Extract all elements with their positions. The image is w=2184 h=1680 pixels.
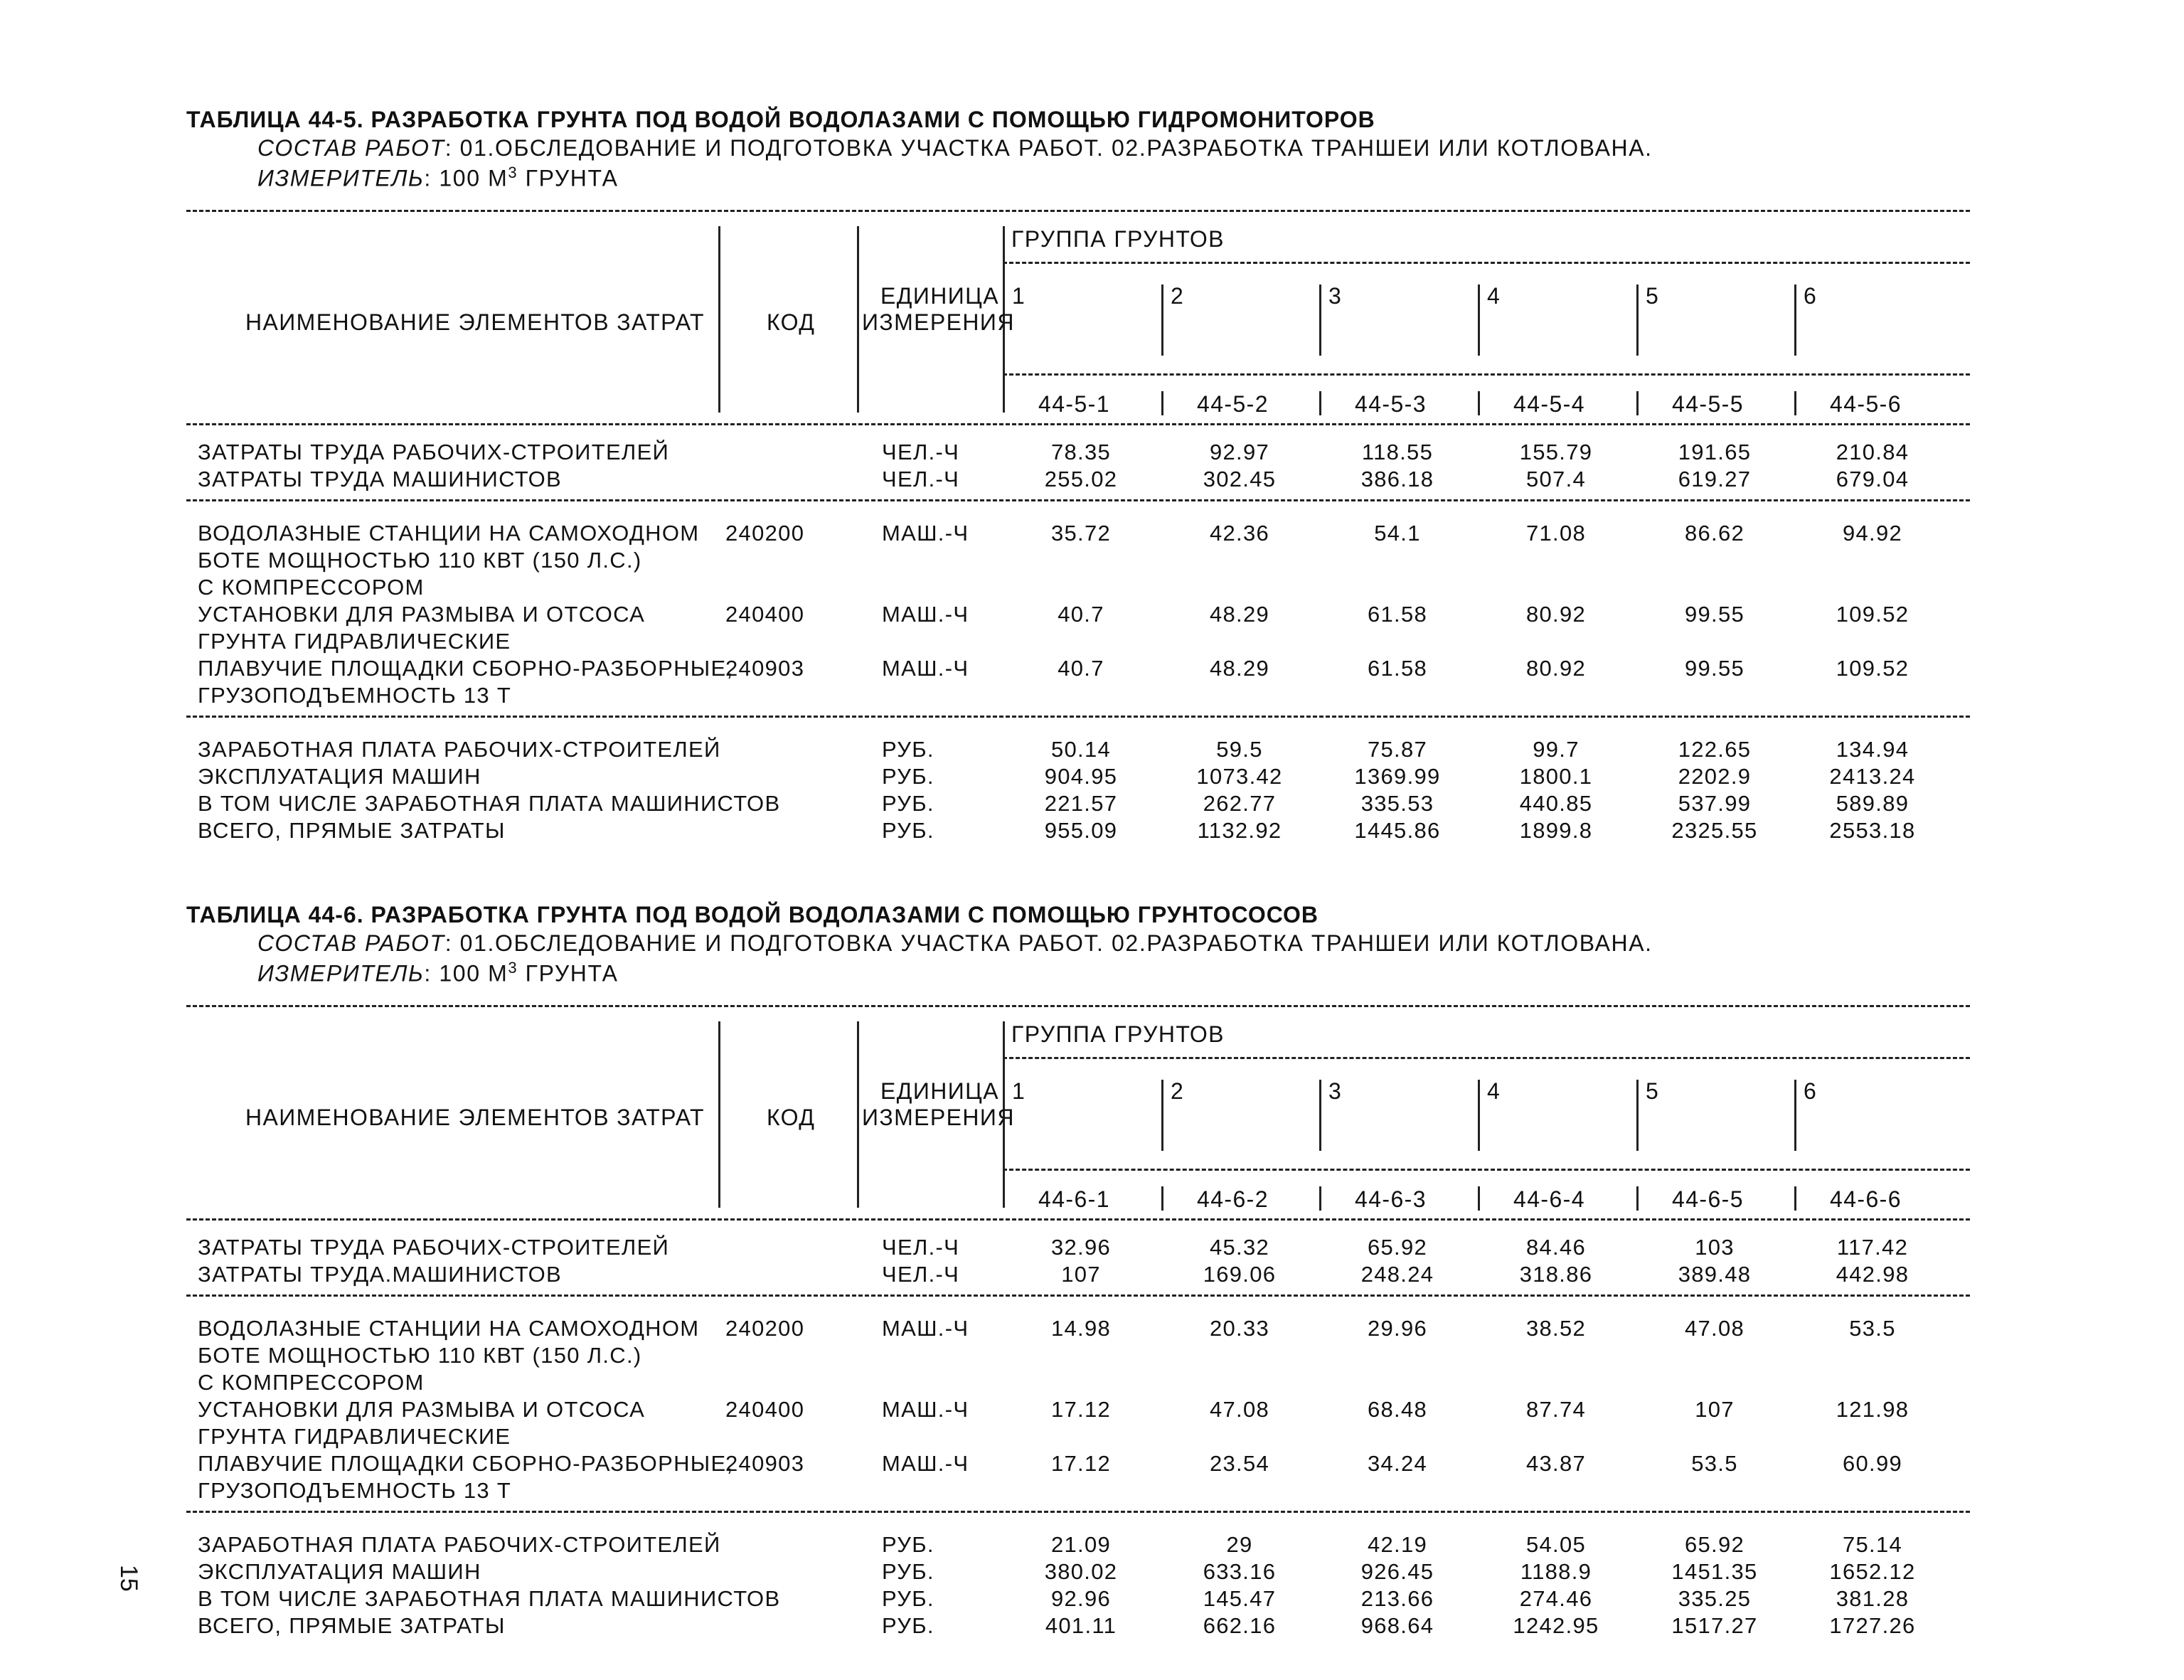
table-row xyxy=(0,440,2184,468)
group-divider xyxy=(1794,1080,1796,1151)
group-number: 5 xyxy=(1646,283,1660,309)
group-divider xyxy=(1636,1080,1639,1151)
row-value: 221.57 xyxy=(1044,791,1118,816)
row-value: 99.55 xyxy=(1684,656,1745,681)
section-rule xyxy=(186,499,1970,501)
group-number: 6 xyxy=(1804,283,1818,309)
code-divider xyxy=(1478,391,1480,415)
norm-code: 44-5-6 xyxy=(1830,391,1902,417)
row-name: ГРУНТА ГИДРАВЛИЧЕСКИЕ xyxy=(198,629,511,654)
measure-label: ИЗМЕРИТЕЛЬ xyxy=(257,960,425,987)
header-top-rule xyxy=(186,1005,1970,1007)
group-divider xyxy=(1478,285,1480,356)
row-value: 17.12 xyxy=(1050,1397,1112,1422)
row-value: 1132.92 xyxy=(1197,818,1282,843)
group-divider xyxy=(1636,285,1639,356)
row-value: 43.87 xyxy=(1525,1451,1587,1476)
table-row xyxy=(0,629,2184,657)
measure-suffix: ГРУНТА xyxy=(518,960,619,987)
norm-code: 44-6-4 xyxy=(1513,1186,1585,1212)
row-value: 23.54 xyxy=(1209,1451,1270,1476)
row-name: БОТЕ МОЩНОСТЬЮ 110 КВТ (150 Л.С.) xyxy=(198,1343,642,1368)
group-number: 4 xyxy=(1487,283,1501,309)
row-value: 40.7 xyxy=(1058,656,1104,681)
header-divider xyxy=(857,226,859,413)
row-value: 318.86 xyxy=(1519,1262,1593,1287)
table-row xyxy=(0,1262,2184,1290)
row-unit: ЧЕЛ.-Ч xyxy=(882,440,960,464)
row-code: 240200 xyxy=(725,521,805,546)
row-value: 61.58 xyxy=(1367,656,1428,681)
table-row xyxy=(0,656,2184,684)
row-unit: РУБ. xyxy=(882,1559,934,1584)
group-number: 3 xyxy=(1328,1078,1343,1104)
row-name: ЗАТРАТЫ ТРУДА.МАШИНИСТОВ xyxy=(198,1262,563,1287)
table-row xyxy=(0,575,2184,603)
row-value: 1188.9 xyxy=(1520,1559,1592,1584)
group-divider xyxy=(1319,285,1321,356)
header-unit-line2: ИЗМЕРЕНИЯ xyxy=(862,1105,1015,1130)
row-unit: МАШ.-Ч xyxy=(882,1397,969,1422)
composition-text: : 01.ОБСЛЕДОВАНИЕ И ПОДГОТОВКА УЧАСТКА РАБОТ. 02.РАЗРАБОТКА ТРАНШЕИ ИЛИ КОТЛОВАНА. xyxy=(444,930,1653,956)
code-divider xyxy=(1478,1186,1480,1211)
page-number: 15 xyxy=(115,1565,142,1592)
codes-rule xyxy=(1003,373,1970,376)
row-name: ЗАРАБОТНАЯ ПЛАТА РАБОЧИХ-СТРОИТЕЛЕЙ xyxy=(198,737,721,762)
composition-label: СОСТАВ РАБОТ xyxy=(257,135,445,161)
header-group: ГРУППА ГРУНТОВ xyxy=(1011,226,1225,252)
group-number: 3 xyxy=(1328,283,1343,309)
section-rule xyxy=(186,1294,1970,1297)
code-divider xyxy=(1319,1186,1321,1211)
row-value: 155.79 xyxy=(1519,440,1593,464)
table-row xyxy=(0,1343,2184,1371)
row-name: ВОДОЛАЗНЫЕ СТАНЦИИ НА САМОХОДНОМ xyxy=(198,1316,700,1341)
group-number: 2 xyxy=(1171,1078,1185,1104)
measure-exponent: 3 xyxy=(508,164,518,181)
row-value: 60.99 xyxy=(1842,1451,1903,1476)
row-unit: МАШ.-Ч xyxy=(882,521,969,546)
row-value: 255.02 xyxy=(1044,467,1118,491)
row-value: 955.09 xyxy=(1044,818,1118,843)
row-name: В ТОМ ЧИСЛЕ ЗАРАБОТНАЯ ПЛАТА МАШИНИСТОВ xyxy=(198,791,781,816)
row-value: 117.42 xyxy=(1836,1235,1909,1260)
row-value: 389.48 xyxy=(1678,1262,1752,1287)
row-unit: МАШ.-Ч xyxy=(882,602,969,627)
code-divider xyxy=(1161,391,1163,415)
row-code: 240200 xyxy=(725,1316,805,1341)
table-row xyxy=(0,1316,2184,1344)
header-name: НАИМЕНОВАНИЕ ЭЛЕМЕНТОВ ЗАТРАТ xyxy=(245,1105,705,1130)
row-value: 274.46 xyxy=(1519,1586,1593,1611)
group-rule xyxy=(1003,1057,1970,1059)
row-value: 87.74 xyxy=(1525,1397,1587,1422)
row-value: 440.85 xyxy=(1519,791,1593,816)
measure-line xyxy=(257,164,619,192)
row-value: 904.95 xyxy=(1044,764,1118,789)
row-value: 2202.9 xyxy=(1678,764,1752,789)
row-unit: ЧЕЛ.-Ч xyxy=(882,1235,960,1260)
row-name: ЗАТРАТЫ ТРУДА РАБОЧИХ-СТРОИТЕЛЕЙ xyxy=(198,440,670,464)
row-value: 65.92 xyxy=(1367,1235,1428,1260)
row-unit: РУБ. xyxy=(882,737,934,762)
row-value: 381.28 xyxy=(1836,1586,1909,1611)
row-value: 29.96 xyxy=(1367,1316,1428,1341)
row-value: 78.35 xyxy=(1050,440,1112,464)
row-value: 32.96 xyxy=(1050,1235,1112,1260)
row-value: 68.48 xyxy=(1367,1397,1428,1422)
row-value: 633.16 xyxy=(1203,1559,1277,1584)
row-name: ВСЕГО, ПРЯМЫЕ ЗАТРАТЫ xyxy=(198,818,506,843)
row-unit: РУБ. xyxy=(882,1586,934,1611)
row-value: 61.58 xyxy=(1367,602,1428,627)
composition-label: СОСТАВ РАБОТ xyxy=(257,930,445,956)
row-name: ЗАТРАТЫ ТРУДА МАШИНИСТОВ xyxy=(198,467,563,491)
row-value: 40.7 xyxy=(1058,602,1104,627)
code-divider xyxy=(1794,1186,1796,1211)
row-unit: МАШ.-Ч xyxy=(882,656,969,681)
table-title: ТАБЛИЦА 44-5. РАЗРАБОТКА ГРУНТА ПОД ВОДОЙ ВОДОЛАЗАМИ С ПОМОЩЬЮ ГИДРОМОНИТОРОВ xyxy=(186,107,1375,132)
row-value: 145.47 xyxy=(1203,1586,1277,1611)
row-value: 1652.12 xyxy=(1829,1559,1916,1584)
group-number: 5 xyxy=(1646,1078,1660,1104)
measure-label: ИЗМЕРИТЕЛЬ xyxy=(257,165,425,191)
table-row xyxy=(0,1451,2184,1479)
table-row xyxy=(0,548,2184,576)
row-value: 619.27 xyxy=(1678,467,1752,491)
table-row xyxy=(0,683,2184,711)
row-value: 107 xyxy=(1695,1397,1735,1422)
table-row xyxy=(0,1397,2184,1425)
row-value: 99.7 xyxy=(1533,737,1580,762)
row-value: 1800.1 xyxy=(1519,764,1593,789)
row-unit: РУБ. xyxy=(882,1532,934,1557)
measure-suffix: ГРУНТА xyxy=(518,165,619,191)
composition-text: : 01.ОБСЛЕДОВАНИЕ И ПОДГОТОВКА УЧАСТКА РАБОТ. 02.РАЗРАБОТКА ТРАНШЕИ ИЛИ КОТЛОВАНА. xyxy=(444,135,1653,161)
group-divider xyxy=(1161,285,1163,356)
row-name: БОТЕ МОЩНОСТЬЮ 110 КВТ (150 Л.С.) xyxy=(198,548,642,573)
row-value: 47.08 xyxy=(1209,1397,1270,1422)
row-value: 42.19 xyxy=(1367,1532,1428,1557)
row-unit: ЧЕЛ.-Ч xyxy=(882,1262,960,1287)
norm-code: 44-6-5 xyxy=(1672,1186,1744,1212)
row-code: 240903 xyxy=(725,1451,805,1476)
header-code: КОД xyxy=(767,1105,816,1130)
table-row xyxy=(0,818,2184,846)
row-code: 240400 xyxy=(725,602,805,627)
group-number: 2 xyxy=(1171,283,1185,309)
row-name: УСТАНОВКИ ДЛЯ РАЗМЫВА И ОТСОСА xyxy=(198,1397,646,1422)
row-value: 118.55 xyxy=(1361,440,1434,464)
row-value: 84.46 xyxy=(1525,1235,1587,1260)
row-value: 589.89 xyxy=(1836,791,1909,816)
row-value: 54.1 xyxy=(1374,521,1421,546)
row-value: 14.98 xyxy=(1050,1316,1112,1341)
composition-line xyxy=(257,930,1653,957)
row-value: 1451.35 xyxy=(1671,1559,1758,1584)
header-bottom-rule xyxy=(186,1218,1970,1221)
row-value: 169.06 xyxy=(1203,1262,1277,1287)
row-code: 240903 xyxy=(725,656,805,681)
row-value: 29 xyxy=(1226,1532,1253,1557)
row-value: 2553.18 xyxy=(1829,818,1916,843)
measure-prefix: : 100 М xyxy=(424,960,508,987)
row-name: ГРУЗОПОДЪЕМНОСТЬ 13 Т xyxy=(198,683,512,708)
row-name: ЭКСПЛУАТАЦИЯ МАШИН xyxy=(198,1559,481,1584)
row-value: 103 xyxy=(1695,1235,1735,1260)
group-number: 6 xyxy=(1804,1078,1818,1104)
row-unit: МАШ.-Ч xyxy=(882,1451,969,1476)
row-name: УСТАНОВКИ ДЛЯ РАЗМЫВА И ОТСОСА xyxy=(198,602,646,627)
row-value: 109.52 xyxy=(1836,602,1909,627)
group-divider xyxy=(1478,1080,1480,1151)
row-value: 35.72 xyxy=(1050,521,1112,546)
norm-code: 44-6-3 xyxy=(1355,1186,1427,1212)
row-name: ЗАРАБОТНАЯ ПЛАТА РАБОЧИХ-СТРОИТЕЛЕЙ xyxy=(198,1532,721,1557)
codes-rule xyxy=(1003,1169,1970,1171)
row-value: 80.92 xyxy=(1525,656,1587,681)
norm-code: 44-6-6 xyxy=(1830,1186,1902,1212)
row-value: 1899.8 xyxy=(1519,818,1593,843)
row-value: 134.94 xyxy=(1836,737,1909,762)
header-divider xyxy=(718,226,720,413)
header-divider xyxy=(718,1021,720,1208)
table-row xyxy=(0,1559,2184,1588)
section-rule xyxy=(186,716,1970,718)
row-value: 442.98 xyxy=(1836,1262,1909,1287)
row-name: ПЛАВУЧИЕ ПЛОЩАДКИ СБОРНО-РАЗБОРНЫЕ, xyxy=(198,1451,734,1476)
row-value: 335.25 xyxy=(1678,1586,1752,1611)
row-value: 1727.26 xyxy=(1829,1613,1916,1638)
row-name: ЭКСПЛУАТАЦИЯ МАШИН xyxy=(198,764,481,789)
table-row xyxy=(0,1370,2184,1398)
norm-code: 44-5-5 xyxy=(1672,391,1744,417)
row-value: 109.52 xyxy=(1836,656,1909,681)
table-row xyxy=(0,521,2184,549)
row-value: 54.05 xyxy=(1525,1532,1587,1557)
row-value: 92.97 xyxy=(1209,440,1270,464)
row-value: 71.08 xyxy=(1525,521,1587,546)
norm-code: 44-5-2 xyxy=(1197,391,1269,417)
row-unit: РУБ. xyxy=(882,818,934,843)
row-value: 380.02 xyxy=(1044,1559,1118,1584)
measure-prefix: : 100 М xyxy=(424,165,508,191)
group-divider xyxy=(1794,285,1796,356)
composition-line xyxy=(257,135,1653,161)
row-value: 1073.42 xyxy=(1196,764,1283,789)
row-unit: ЧЕЛ.-Ч xyxy=(882,467,960,491)
table-row xyxy=(0,764,2184,792)
row-value: 968.64 xyxy=(1360,1613,1434,1638)
table-row xyxy=(0,737,2184,765)
table-row xyxy=(0,1586,2184,1615)
section-rule xyxy=(186,1511,1970,1513)
row-name: В ТОМ ЧИСЛЕ ЗАРАБОТНАЯ ПЛАТА МАШИНИСТОВ xyxy=(198,1586,781,1611)
row-value: 50.14 xyxy=(1050,737,1112,762)
row-name: ВОДОЛАЗНЫЕ СТАНЦИИ НА САМОХОДНОМ xyxy=(198,521,700,546)
row-value: 926.45 xyxy=(1360,1559,1434,1584)
row-value: 59.5 xyxy=(1216,737,1263,762)
row-value: 302.45 xyxy=(1203,467,1277,491)
table-row xyxy=(0,1424,2184,1452)
code-divider xyxy=(1794,391,1796,415)
group-number: 1 xyxy=(1012,1078,1026,1104)
row-value: 75.14 xyxy=(1842,1532,1903,1557)
table-row xyxy=(0,602,2184,630)
row-value: 262.77 xyxy=(1203,791,1277,816)
row-value: 94.92 xyxy=(1842,521,1903,546)
row-value: 53.5 xyxy=(1691,1451,1738,1476)
row-value: 213.66 xyxy=(1360,1586,1434,1611)
row-value: 48.29 xyxy=(1209,602,1270,627)
row-value: 386.18 xyxy=(1360,467,1434,491)
row-value: 191.65 xyxy=(1678,440,1752,464)
header-unit-line2: ИЗМЕРЕНИЯ xyxy=(862,309,1015,335)
norm-code: 44-5-1 xyxy=(1038,391,1110,417)
measure-exponent: 3 xyxy=(508,959,518,977)
table-row xyxy=(0,1532,2184,1561)
group-divider xyxy=(1319,1080,1321,1151)
row-value: 75.87 xyxy=(1367,737,1428,762)
group-number: 1 xyxy=(1012,283,1026,309)
row-value: 38.52 xyxy=(1525,1316,1587,1341)
group-rule xyxy=(1003,262,1970,264)
norm-code: 44-6-1 xyxy=(1038,1186,1110,1212)
code-divider xyxy=(1161,1186,1163,1211)
row-name: ГРУЗОПОДЪЕМНОСТЬ 13 Т xyxy=(198,1478,512,1503)
row-value: 210.84 xyxy=(1836,440,1909,464)
row-value: 1369.99 xyxy=(1354,764,1441,789)
row-value: 507.4 xyxy=(1525,467,1587,491)
group-number: 4 xyxy=(1487,1078,1501,1104)
row-value: 20.33 xyxy=(1209,1316,1270,1341)
header-unit-line1: ЕДИНИЦА xyxy=(880,1078,999,1104)
group-divider xyxy=(1161,1080,1163,1151)
row-value: 401.11 xyxy=(1045,1613,1117,1638)
row-value: 1445.86 xyxy=(1354,818,1441,843)
row-unit: РУБ. xyxy=(882,791,934,816)
row-value: 65.92 xyxy=(1684,1532,1745,1557)
row-name: ЗАТРАТЫ ТРУДА РАБОЧИХ-СТРОИТЕЛЕЙ xyxy=(198,1235,670,1260)
row-value: 2413.24 xyxy=(1829,764,1916,789)
header-top-rule xyxy=(186,210,1970,212)
header-unit-line1: ЕДИНИЦА xyxy=(880,283,999,309)
header-divider xyxy=(857,1021,859,1208)
row-value: 34.24 xyxy=(1367,1451,1428,1476)
row-value: 42.36 xyxy=(1209,521,1270,546)
header-code: КОД xyxy=(767,309,816,335)
table-row xyxy=(0,1235,2184,1263)
row-value: 45.32 xyxy=(1209,1235,1270,1260)
row-value: 99.55 xyxy=(1684,602,1745,627)
row-code: 240400 xyxy=(725,1397,805,1422)
row-unit: МАШ.-Ч xyxy=(882,1316,969,1341)
header-group: ГРУППА ГРУНТОВ xyxy=(1011,1021,1225,1047)
row-value: 21.09 xyxy=(1050,1532,1112,1557)
norm-code: 44-5-3 xyxy=(1355,391,1427,417)
row-value: 2325.55 xyxy=(1671,818,1758,843)
row-value: 107 xyxy=(1061,1262,1101,1287)
row-value: 122.65 xyxy=(1678,737,1752,762)
code-divider xyxy=(1319,391,1321,415)
table-row xyxy=(0,1478,2184,1506)
row-name: ГРУНТА ГИДРАВЛИЧЕСКИЕ xyxy=(198,1424,511,1449)
row-name: ВСЕГО, ПРЯМЫЕ ЗАТРАТЫ xyxy=(198,1613,506,1638)
table-row xyxy=(0,467,2184,495)
row-value: 92.96 xyxy=(1050,1586,1112,1611)
row-unit: РУБ. xyxy=(882,1613,934,1638)
row-value: 17.12 xyxy=(1050,1451,1112,1476)
row-value: 121.98 xyxy=(1836,1397,1909,1422)
measure-line xyxy=(257,959,619,987)
code-divider xyxy=(1636,1186,1639,1211)
norm-code: 44-5-4 xyxy=(1513,391,1585,417)
row-name: ПЛАВУЧИЕ ПЛОЩАДКИ СБОРНО-РАЗБОРНЫЕ, xyxy=(198,656,734,681)
row-value: 80.92 xyxy=(1525,602,1587,627)
row-value: 1242.95 xyxy=(1513,1613,1599,1638)
row-name: С КОМПРЕССОРОМ xyxy=(198,1370,425,1395)
row-value: 48.29 xyxy=(1209,656,1270,681)
row-value: 47.08 xyxy=(1684,1316,1745,1341)
row-value: 1517.27 xyxy=(1671,1613,1758,1638)
code-divider xyxy=(1636,391,1639,415)
row-value: 679.04 xyxy=(1836,467,1909,491)
row-value: 537.99 xyxy=(1678,791,1752,816)
header-name: НАИМЕНОВАНИЕ ЭЛЕМЕНТОВ ЗАТРАТ xyxy=(245,309,705,335)
row-value: 86.62 xyxy=(1684,521,1745,546)
norm-code: 44-6-2 xyxy=(1197,1186,1269,1212)
row-unit: РУБ. xyxy=(882,764,934,789)
header-bottom-rule xyxy=(186,423,1970,425)
row-name: С КОМПРЕССОРОМ xyxy=(198,575,425,600)
table-row xyxy=(0,1613,2184,1642)
table-title: ТАБЛИЦА 44-6. РАЗРАБОТКА ГРУНТА ПОД ВОДОЙ ВОДОЛАЗАМИ С ПОМОЩЬЮ ГРУНТОСОСОВ xyxy=(186,902,1319,927)
row-value: 53.5 xyxy=(1849,1316,1896,1341)
row-value: 248.24 xyxy=(1360,1262,1434,1287)
row-value: 335.53 xyxy=(1360,791,1434,816)
table-row xyxy=(0,791,2184,819)
row-value: 662.16 xyxy=(1203,1613,1277,1638)
